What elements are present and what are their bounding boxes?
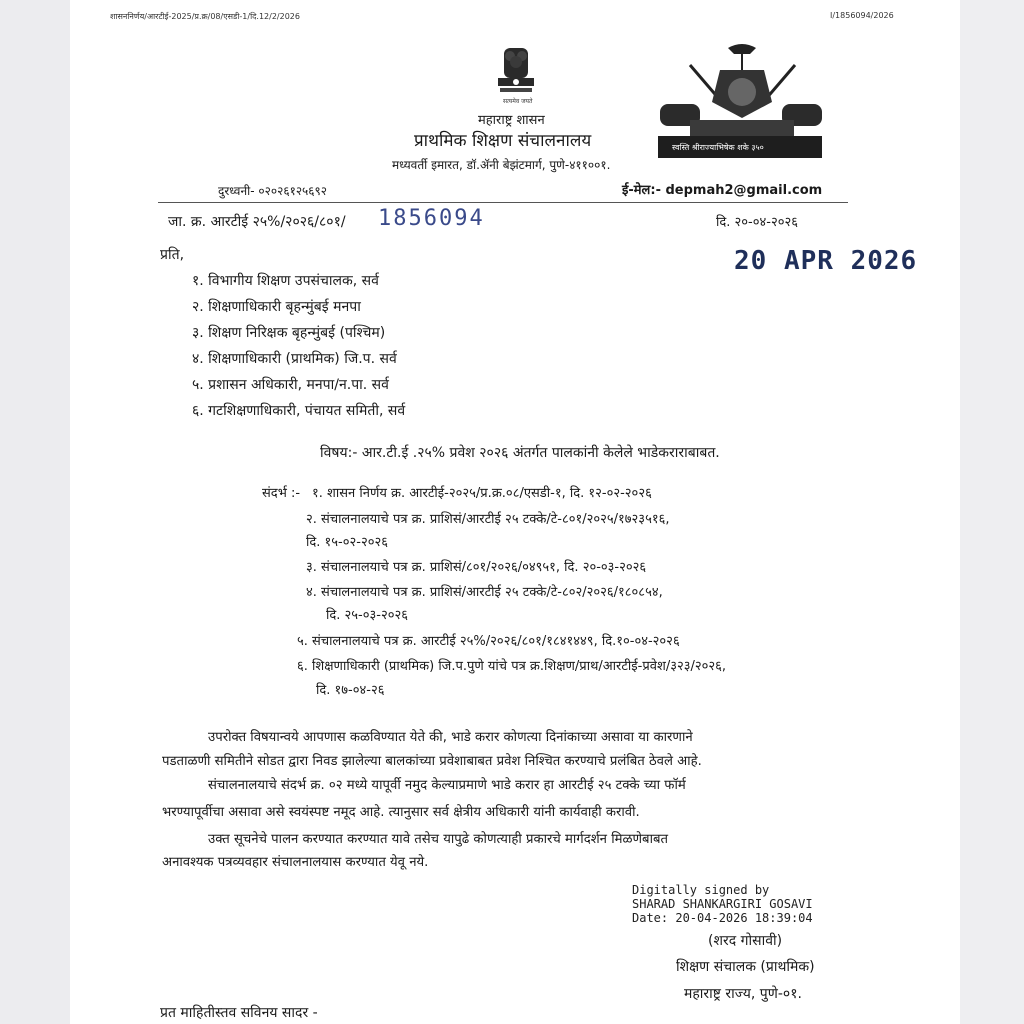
office-name: प्राथमिक शिक्षण संचालनालय — [414, 131, 592, 151]
digital-signature-name: SHARAD SHANKARGIRI GOSAVI — [632, 897, 813, 911]
signatory-name: (शरद गोसावी) — [708, 933, 783, 949]
digital-signature-line1: Digitally signed by — [632, 883, 770, 897]
recipient-item: १. विभागीय शिक्षण उपसंचालक, सर्व — [192, 273, 379, 289]
reference-line: ५. संचालनालयाचे पत्र क्र. आरटीई २५%/२०२६/८०१/१८४१४४९, दि.१०-०४-२०२६ — [297, 634, 680, 649]
recipients-heading: प्रति, — [160, 247, 185, 263]
signatory-designation: शिक्षण संचालक (प्राथमिक) — [676, 959, 815, 975]
reference-line: ३. संचालनालयाचे पत्र क्र. प्राशिसं/८०१/२०२६/०४९५१, दि. २०-०३-२०२६ — [306, 560, 647, 575]
email-address: ई-मेल:- depmah2@gmail.com — [622, 183, 823, 198]
body-line: पडताळणी समितीने सोडत द्वारा निवड झालेल्या बालकांच्या प्रवेशाबाबत प्रवेश निश्चित करण्याचे प्रलंबित ठेवले आहे. — [162, 754, 702, 769]
recipient-item: ५. प्रशासन अधिकारी, मनपा/न.पा. सर्व — [192, 377, 389, 393]
header-divider — [158, 202, 848, 203]
recipient-item: ३. शिक्षण निरिक्षक बृहन्मुंबई (पश्चिम) — [192, 325, 386, 341]
reference-line: दि. १५-०२-२०२६ — [306, 535, 388, 550]
reference-line: ६. शिक्षणाधिकारी (प्राथमिक) जि.प.पुणे यांचे पत्र क्र.शिक्षण/प्राथ/आरटीई-प्रवेश/३२३/२०२६, — [297, 659, 727, 674]
reference-number-handwritten: 1856094 — [378, 206, 485, 231]
phone-number: दुरध्वनी- ०२०२६१२५६९२ — [218, 184, 328, 198]
scan-margin-right — [960, 0, 1024, 1024]
letter-date: दि. २०-०४-२०२६ — [716, 215, 798, 230]
body-line: अनावश्यक पत्रव्यवहार संचालनालयास करण्यात येवू नये. — [162, 855, 429, 870]
recipient-item: ६. गटशिक्षणाधिकारी, पंचायत समिती, सर्व — [192, 403, 406, 419]
body-line: उपरोक्त विषयान्वये आपणास कळविण्यात येते की, भाडे करार कोणत्या दिनांकाच्या असावा या कारणाने — [208, 730, 693, 745]
reference-line: दि. १७-०४-२६ — [316, 683, 385, 698]
reference-line: १. शासन निर्णय क्र. आरटीई-२०२५/प्र.क्र.०८/एसडी-१, दि. १२-०२-२०२६ — [312, 486, 652, 501]
body-line: भरण्यापूर्वीचा असावा असे स्वयंस्पष्ट नमूद आहे. त्यानुसार सर्व क्षेत्रीय अधिकारी यांनी कार्यवाही करावी. — [162, 805, 640, 820]
copy-to-line: प्रत माहितीस्तव सविनय सादर - — [160, 1005, 318, 1021]
office-address: मध्यवर्ती इमारत, डॉ.ॲनी बेझंटमार्ग, पुणे-४११००१. — [392, 158, 611, 172]
scan-margin-left — [0, 0, 70, 1024]
body-line: संचालनालयाचे संदर्भ क्र. ०२ मध्ये यापूर्वी नमुद केल्याप्रमाणे भाडे करार हा आरटीई २५ टक्के च्या फॉर्म — [208, 778, 686, 793]
references-label: संदर्भ :- — [262, 486, 301, 501]
received-date-stamp: 20 APR 2026 — [734, 246, 918, 276]
file-reference: शासननिर्णय/आरटीई-2025/प्र.क्र/08/एसडी-1/दि.12/2/2026 — [110, 12, 300, 21]
emblem-caption: सत्यमेव जयते — [503, 98, 533, 105]
seal-caption: स्वस्ति श्रीराज्याभिषेक शके ३५० — [672, 143, 764, 152]
subject-line: विषय:- आर.टी.ई .२५% प्रवेश २०२६ अंतर्गत पालकांनी केलेले भाडेकराराबाबत. — [320, 445, 720, 461]
document-id: I/1856094/2026 — [830, 11, 894, 20]
signatory-place: महाराष्ट्र राज्य, पुणे-०१. — [684, 986, 802, 1002]
recipient-item: २. शिक्षणाधिकारी बृहन्मुंबई मनपा — [192, 299, 361, 315]
body-line: उक्त सूचनेचे पालन करण्यात करण्यात यावे तसेच यापुढे कोणत्याही प्रकारचे मार्गदर्शन मिळणेबाबत — [208, 832, 669, 847]
reference-line: ४. संचालनालयाचे पत्र क्र. प्राशिसं/आरटीई २५ टक्के/टे-८०२/२०२६/१८०८५४, — [306, 585, 663, 600]
reference-line: दि. २५-०३-२०२६ — [326, 608, 408, 623]
recipient-item: ४. शिक्षणाधिकारी (प्राथमिक) जि.प. सर्व — [192, 351, 397, 367]
reference-line: २. संचालनालयाचे पत्र क्र. प्राशिसं/आरटीई २५ टक्के/टे-८०१/२०२५/१७२३५१६, — [306, 512, 670, 527]
reference-number-prefix: जा. क्र. आरटीई २५%/२०२६/८०१/ — [168, 214, 346, 230]
gov-name: महाराष्ट्र शासन — [478, 113, 545, 128]
digital-signature-date: Date: 20-04-2026 18:39:04 — [632, 911, 813, 925]
ashoka-emblem-icon — [490, 44, 542, 104]
